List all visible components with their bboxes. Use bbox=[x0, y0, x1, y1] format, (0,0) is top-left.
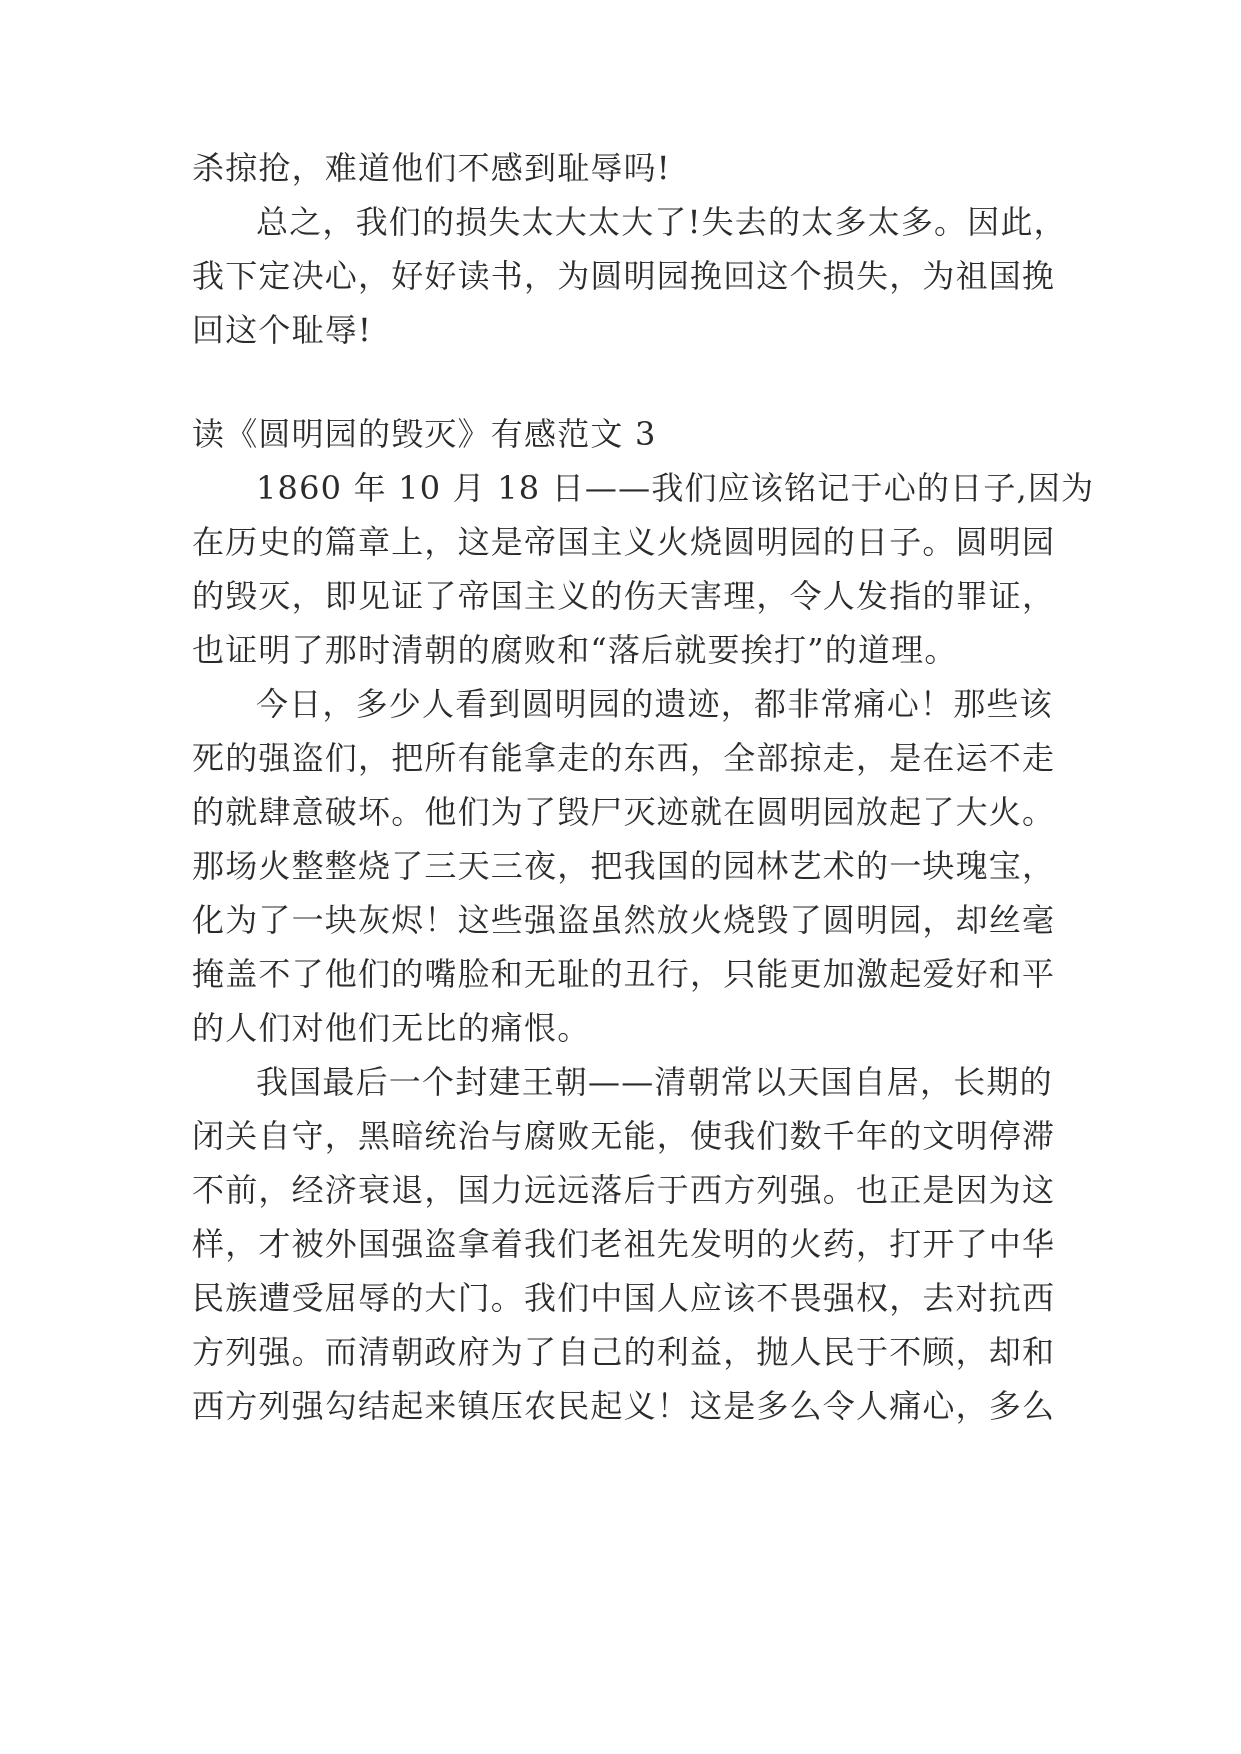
text-line: 不前，经济衰退，国力远远落后于西方列强。也正是因为这 bbox=[192, 1171, 1056, 1209]
text-line: 也证明了那时清朝的腐败和“落后就要挨打”的道理。 bbox=[192, 631, 958, 669]
section-heading: 读《圆明园的毁灭》有感范文 3 bbox=[192, 415, 657, 453]
text-line: 化为了一块灰烬！这些强盗虽然放火烧毁了圆明园，却丝毫 bbox=[192, 901, 1056, 939]
text-line: 回这个耻辱! bbox=[192, 311, 373, 349]
text-line: 样，才被外国强盗拿着我们老祖先发明的火药，打开了中华 bbox=[192, 1225, 1056, 1263]
text-line: 的毁灭，即见证了帝国主义的伤天害理，令人发指的罪证， bbox=[192, 577, 1056, 615]
text-line: 我下定决心，好好读书，为圆明园挽回这个损失，为祖国挽 bbox=[192, 257, 1056, 295]
text-line: 民族遭受屈辱的大门。我们中国人应该不畏强权，去对抗西 bbox=[192, 1279, 1056, 1317]
text-line: 的人们对他们无比的痛恨。 bbox=[192, 1009, 591, 1047]
text-line: 死的强盗们，把所有能拿走的东西，全部掠走，是在运不走 bbox=[192, 739, 1056, 777]
text-line: 杀掠抢，难道他们不感到耻辱吗! bbox=[192, 149, 671, 187]
text-line: 闭关自守，黑暗统治与腐败无能，使我们数千年的文明停滞 bbox=[192, 1117, 1056, 1155]
text-line: 掩盖不了他们的嘴脸和无耻的丑行，只能更加激起爱好和平 bbox=[192, 955, 1056, 993]
text-line: 那场火整整烧了三天三夜，把我国的园林艺术的一块瑰宝， bbox=[192, 847, 1056, 885]
text-line: 总之，我们的损失太大太大了!失去的太多太多。因此， bbox=[256, 203, 1067, 241]
text-line: 在历史的篇章上，这是帝国主义火烧圆明园的日子。圆明园 bbox=[192, 523, 1056, 561]
text-line: 我国最后一个封建王朝——清朝常以天国自居，长期的 bbox=[256, 1063, 1053, 1101]
text-line: 的就肆意破坏。他们为了毁尸灭迹就在圆明园放起了大火。 bbox=[192, 793, 1056, 831]
text-line: 西方列强勾结起来镇压农民起义！这是多么令人痛心，多么 bbox=[192, 1387, 1056, 1425]
text-line: 1860 年 10 月 18 日——我们应该铭记于心的日子,因为 bbox=[256, 469, 1095, 507]
text-line: 今日，多少人看到圆明园的遗迹，都非常痛心！那些该 bbox=[256, 685, 1053, 723]
text-line: 方列强。而清朝政府为了自己的利益，抛人民于不顾，却和 bbox=[192, 1333, 1056, 1371]
